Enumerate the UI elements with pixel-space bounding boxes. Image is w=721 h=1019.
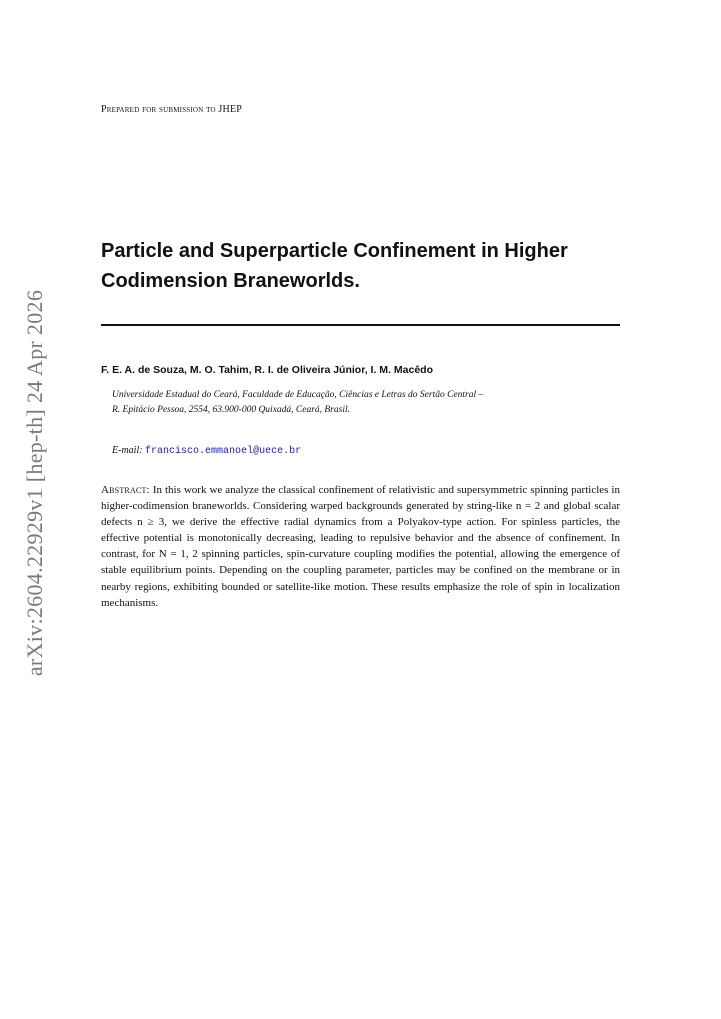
email-line [112, 445, 301, 457]
author-list: F. E. A. de Souza, M. O. Tahim, R. I. de Oliveira Júnior, I. M. Macêdo [101, 364, 433, 376]
abstract [101, 482, 620, 611]
abstract-heading: Abstract: [101, 484, 150, 496]
paper-title [101, 236, 621, 296]
affiliation [112, 388, 624, 418]
submission-note: Prepared for submission to JHEP [101, 104, 243, 115]
title-divider [101, 324, 620, 326]
paper-title-line-1: Particle and Superparticle Confinement in Higher [101, 240, 568, 262]
arxiv-identifier-text: arXiv:2604.22929v1 [hep-th] 24 Apr 2026 [22, 289, 47, 676]
affiliation-line-1: Universidade Estadual do Ceará, Faculdade de Educação, Ciências e Letras do Sertão Central – [112, 390, 484, 400]
email-label: E-mail: [112, 445, 143, 456]
email-link[interactable]: francisco.emmanoel@uece.br [145, 446, 302, 457]
affiliation-line-2: R. Epitácio Pessoa, 2554, 63.900-000 Quixadá, Ceará, Brasil. [112, 405, 351, 415]
paper-title-line-2: Codimension Braneworlds. [101, 270, 360, 292]
arxiv-identifier-stamp [18, 289, 52, 676]
abstract-body: In this work we analyze the classical confinement of relativistic and supersymmetric spinning particles in higher-codimension braneworlds. Considering warped backgrounds generated by string-like n = 2 and global scalar defects n ≥ 3, we derive the effective radial dynamics from a Polyakov-type action. For spinless particles, the effective potential is monotonically decreasing, leading to repulsive behavior and the absence of confinement. In contrast, for N = 1, 2 spinning particles, spin-curvature coupling modifies the potential, allowing the emergence of stable equilibrium points. Depending on the coupling parameter, particles may be confined on the membrane or in nearby regions, exhibiting bounded or satellite-like motion. These results emphasize the role of spin in localization mechanisms. [101, 484, 620, 609]
